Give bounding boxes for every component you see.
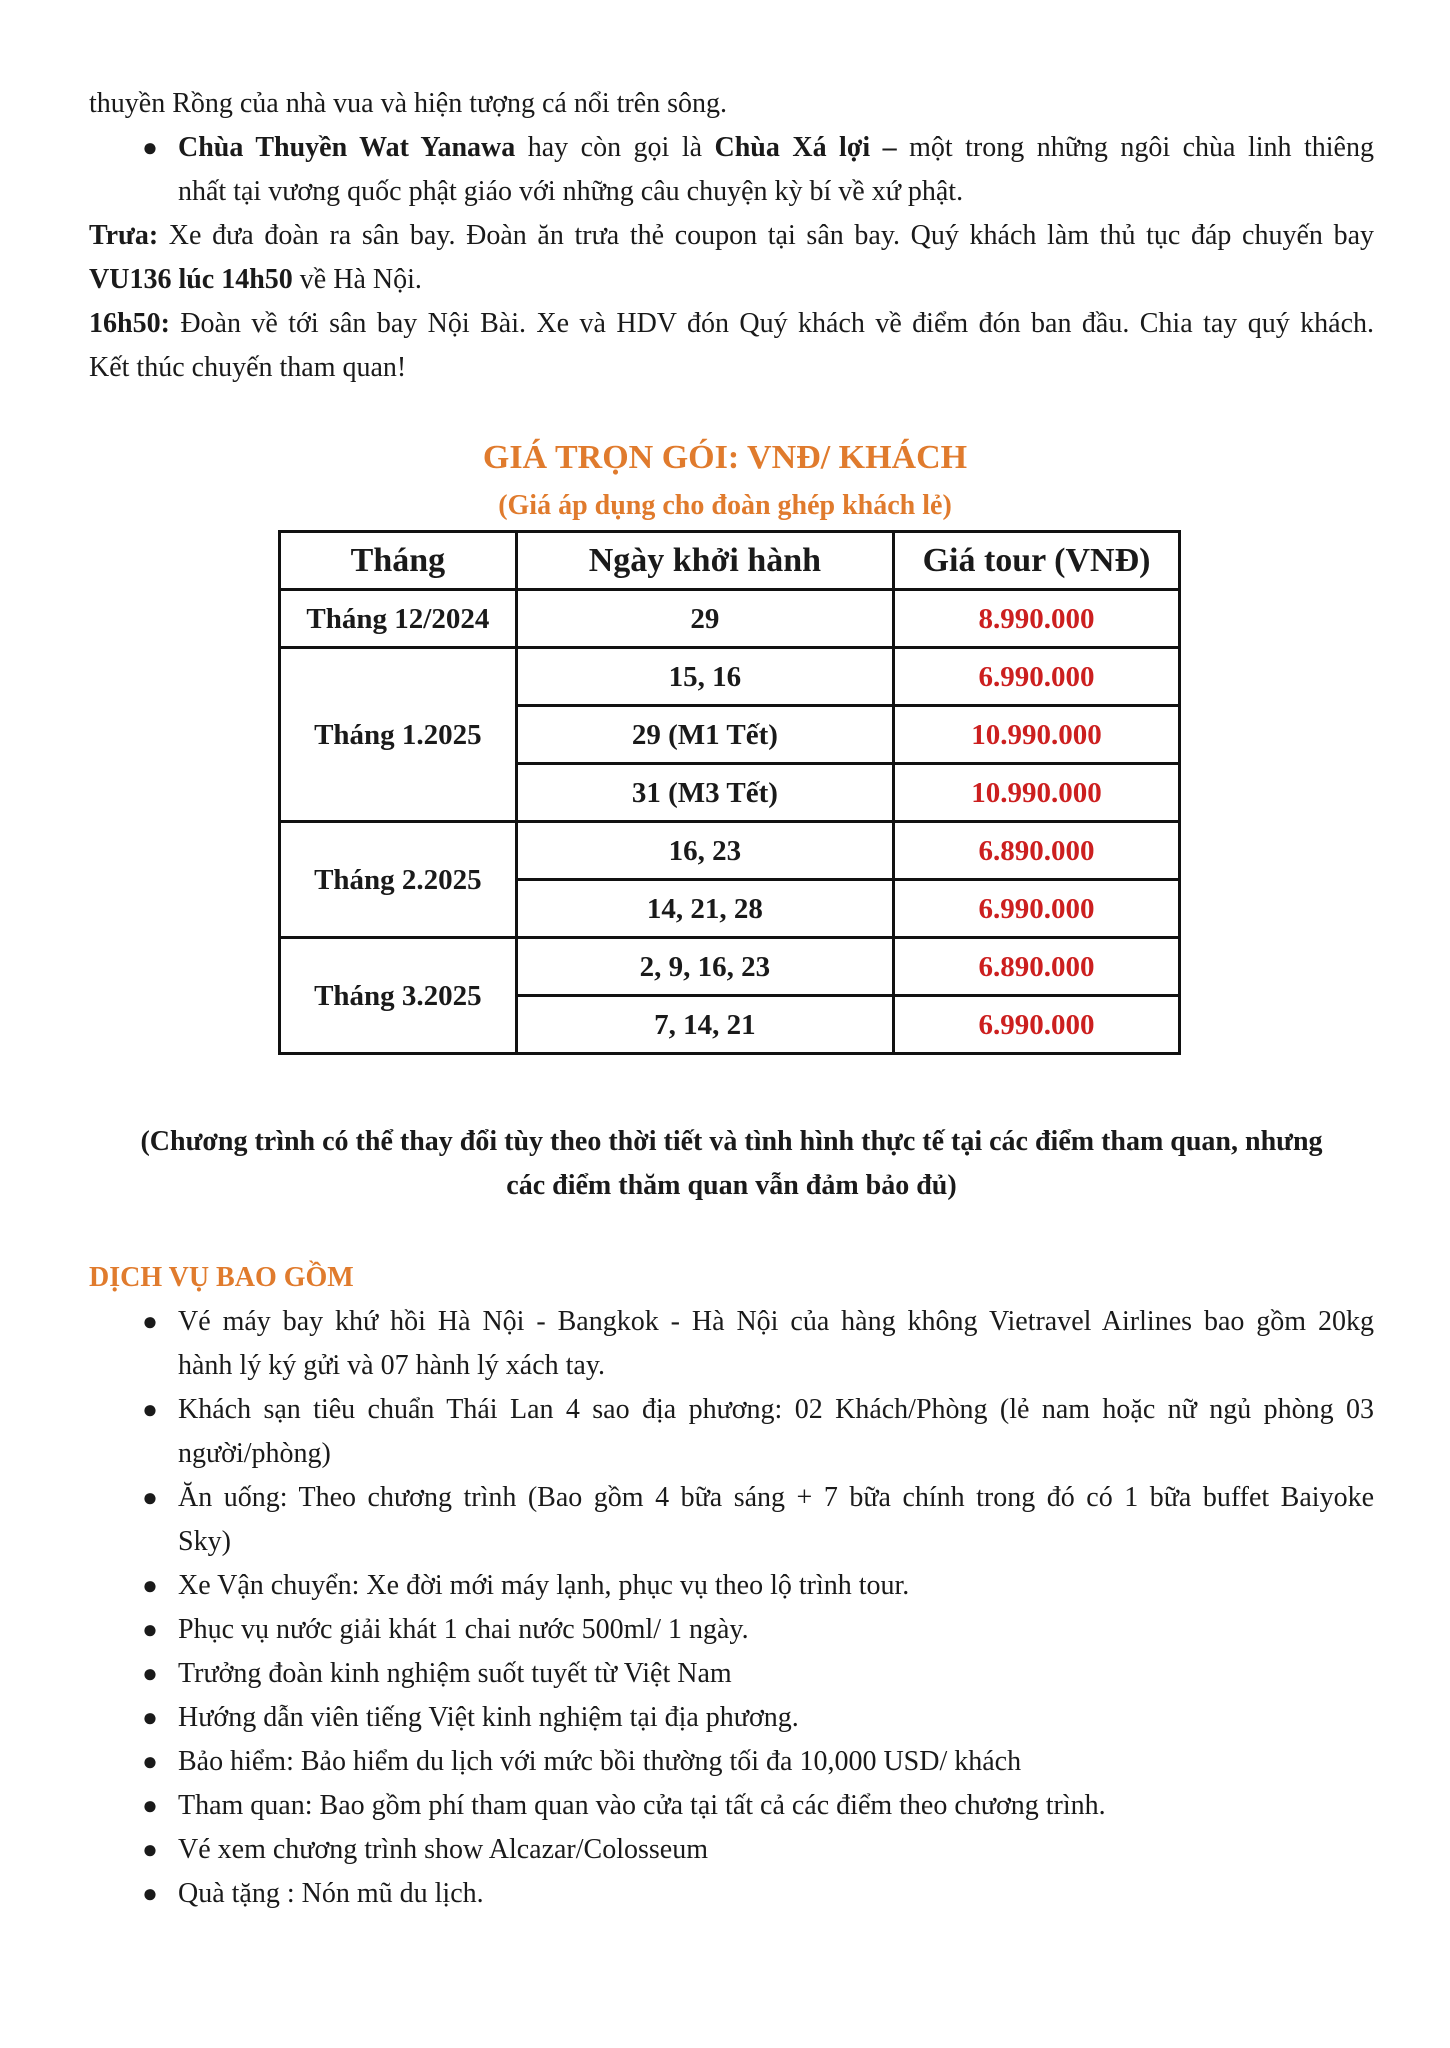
bullet-icon: ● [142,133,158,162]
list-item [89,1388,1374,1476]
list-item [89,1564,1374,1608]
list-item [89,1608,1374,1652]
dates-cell: 16, 23 [516,822,893,880]
list-item [89,1652,1374,1696]
header-price: Giá tour (VNĐ) [894,532,1180,590]
intro-section [89,82,1374,390]
temple-text: hay còn gọi là [515,132,715,163]
bullet-icon: ● [142,1483,158,1512]
dates-cell: 29 (M1 Tết) [516,706,893,764]
arrival-line-1 [89,302,1374,346]
dates-cell: 31 (M3 Tết) [516,764,893,822]
month-cell: Tháng 1.2025 [280,648,517,822]
list-item-text: Quà tặng : Nón mũ du lịch. [178,1878,484,1909]
temple-text: một trong những ngôi chùa linh thiêng [896,132,1374,163]
services-list [89,1300,1374,1916]
bullet-icon: ● [142,1747,158,1776]
price-cell: 10.990.000 [894,706,1180,764]
list-item [89,1784,1374,1828]
dates-cell: 29 [516,590,893,648]
bullet-icon: ● [142,1615,158,1644]
price-cell: 6.990.000 [894,996,1180,1054]
arrival-text: Đoàn về tới sân bay Nội Bài. Xe và HDV đón Quý khách về điểm đón ban đầu. Chia tay quý khách. [169,308,1374,339]
bullet-icon: ● [142,1879,158,1908]
lunch-line-2 [89,258,1374,302]
month-cell: Tháng 3.2025 [280,938,517,1054]
header-month: Tháng [280,532,517,590]
list-item-text: Tham quan: Bao gồm phí tham quan vào cửa tại tất cả các điểm theo chương trình. [178,1790,1106,1821]
services-title: DỊCH VỤ BAO GỒM [89,1262,354,1293]
list-item [89,1476,1374,1564]
temple-bullet [89,126,1374,214]
price-table [278,530,1181,1055]
table-row [280,938,1180,996]
list-item [89,1872,1374,1916]
bullet-icon: ● [142,1307,158,1336]
month-cell: Tháng 12/2024 [280,590,517,648]
list-item [89,1696,1374,1740]
intro-line: thuyền Rồng của nhà vua và hiện tượng cá nổi trên sông. [89,88,728,119]
table-row [280,648,1180,706]
note-line-1: (Chương trình có thể thay đổi tùy theo thời tiết và tình hình thực tế tại các điểm tham quan, nhưng [140,1126,1323,1157]
price-cell: 6.890.000 [894,938,1180,996]
schedule-note [89,1120,1374,1208]
lunch-text: Xe đưa đoàn ra sân bay. Đoàn ăn trưa thẻ coupon tại sân bay. Quý khách làm thủ tục đáp chuyến bay [158,220,1374,251]
price-cell: 8.990.000 [894,590,1180,648]
arrival-line-2: Kết thúc chuyến tham quan! [89,352,407,383]
list-item [89,1300,1374,1388]
list-item-text: Hướng dẫn viên tiếng Việt kinh nghiệm tại địa phương. [178,1702,799,1733]
table-row [280,590,1180,648]
bullet-icon: ● [142,1703,158,1732]
temple-name: Chùa Thuyền Wat Yanawa [178,132,516,163]
lunch-line-1 [89,214,1374,258]
bullet-icon: ● [142,1791,158,1820]
list-item [89,1740,1374,1784]
pricing-title: GIÁ TRỌN GÓI: VNĐ/ KHÁCH [482,439,968,476]
temple-alias: Chùa Xá lợi – [714,132,897,163]
temple-line-2: nhất tại vương quốc phật giáo với những câu chuyện kỳ bí về xứ phật. [178,176,964,207]
temple-line-1 [178,126,1374,170]
dates-cell: 15, 16 [516,648,893,706]
list-item-text: Trưởng đoàn kinh nghiệm suốt tuyết từ Việt Nam [178,1658,732,1689]
note-line-2: các điểm thăm quan vẫn đảm bảo đủ) [506,1170,957,1201]
lunch-label: Trưa: [89,220,159,251]
header-dates: Ngày khởi hành [516,532,893,590]
list-item-text: Phục vụ nước giải khát 1 chai nước 500ml/ 1 ngày. [178,1614,749,1645]
price-cell: 6.990.000 [894,648,1180,706]
lunch-text-2: về Hà Nội. [292,264,422,295]
list-item-text: Xe Vận chuyển: Xe đời mới máy lạnh, phục vụ theo lộ trình tour. [178,1570,910,1601]
dates-cell: 14, 21, 28 [516,880,893,938]
list-item-text: Vé xem chương trình show Alcazar/Colosseum [178,1834,708,1865]
arrival-label: 16h50: [89,308,170,339]
table-row [280,822,1180,880]
bullet-icon: ● [142,1835,158,1864]
bullet-icon: ● [142,1571,158,1600]
dates-cell: 2, 9, 16, 23 [516,938,893,996]
list-item-text: Vé máy bay khứ hồi Hà Nội - Bangkok - Hà Nội của hàng không Vietravel Airlines bao gồm 20kg [178,1306,1374,1337]
list-item-text-cont: người/phòng) [178,1438,331,1469]
flight-info: VU136 lúc 14h50 [89,264,293,295]
month-cell: Tháng 2.2025 [280,822,517,938]
list-item-text-cont: Sky) [178,1526,231,1557]
pricing-subtitle: (Giá áp dụng cho đoàn ghép khách lẻ) [498,490,952,521]
table-header-row [280,532,1180,590]
list-item-text-cont: hành lý ký gửi và 07 hành lý xách tay. [178,1350,606,1381]
list-item-text: Ăn uống: Theo chương trình (Bao gồm 4 bữa sáng + 7 bữa chính trong đó có 1 bữa buffet Baiyoke [178,1482,1374,1513]
list-item-text: Bảo hiểm: Bảo hiểm du lịch với mức bồi thường tối đa 10,000 USD/ khách [178,1746,1022,1777]
list-item [89,1828,1374,1872]
bullet-icon: ● [142,1659,158,1688]
price-cell: 6.990.000 [894,880,1180,938]
bullet-icon: ● [142,1395,158,1424]
list-item-text: Khách sạn tiêu chuẩn Thái Lan 4 sao địa phương: 02 Khách/Phòng (lẻ nam hoặc nữ ngủ phòng 03 [178,1394,1374,1425]
price-cell: 6.890.000 [894,822,1180,880]
price-cell: 10.990.000 [894,764,1180,822]
dates-cell: 7, 14, 21 [516,996,893,1054]
